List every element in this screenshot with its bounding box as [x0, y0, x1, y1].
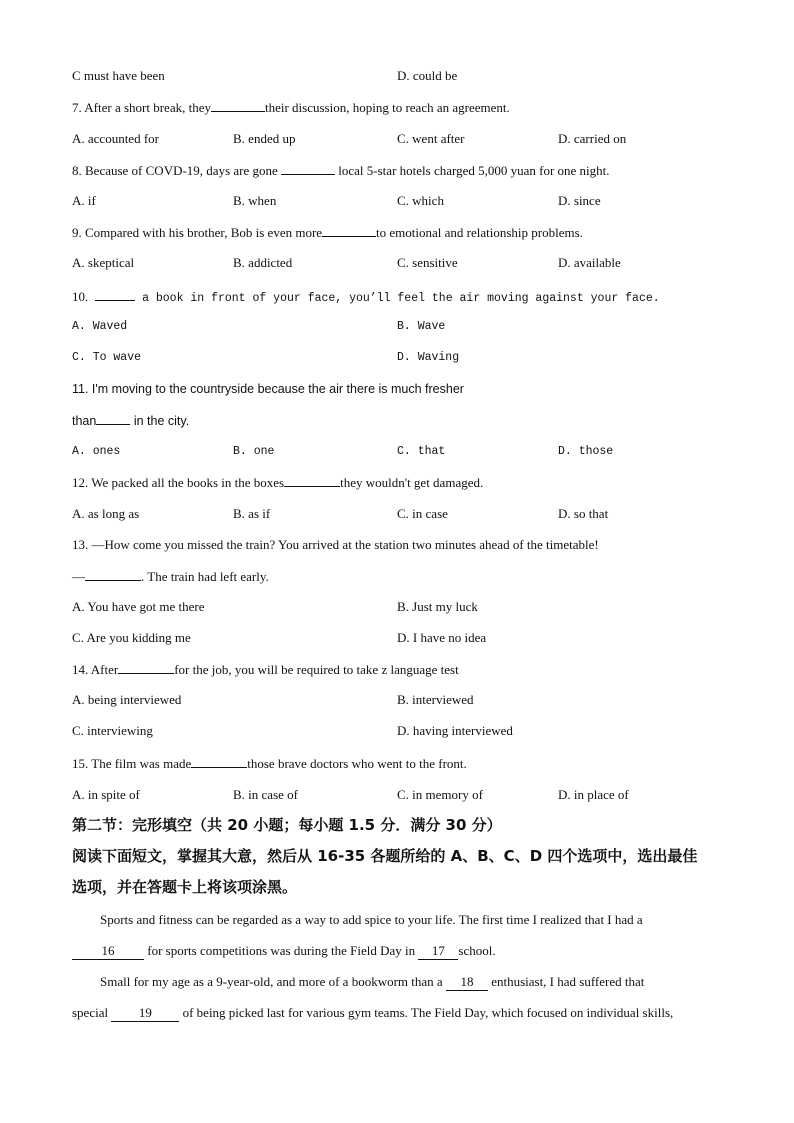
answer-blank [95, 288, 135, 301]
q7-stem-post: their discussion, hoping to reach an agreement. [264, 100, 510, 115]
q8-stem [72, 162, 610, 179]
blank-18: 18 [446, 974, 488, 991]
passage-p1-line1: Sports and fitness can be regarded as a way to add spice to your life. The first time I realized that I had a [100, 912, 643, 927]
q12-stem [72, 474, 483, 491]
q15-stem-post: those brave doctors who went to the front. [247, 756, 467, 771]
q14-stem [72, 661, 459, 678]
q10-number: 10. [72, 289, 89, 304]
blank-16: 16 [72, 943, 144, 960]
q11-stem-pre: than [72, 414, 97, 428]
q11-option-a: A. ones [72, 445, 121, 458]
q10-option-c: C. To wave [72, 351, 142, 364]
q9-stem-post: to emotional and relationship problems. [376, 225, 583, 240]
q8-option-a: A. if [72, 193, 96, 208]
answer-blank [211, 99, 265, 112]
q15-stem-pre: 15. The film was made [72, 756, 192, 771]
q7-option-c: C. went after [397, 131, 465, 146]
passage-p2-pre: Small for my age as a 9-year-old, and more of a bookworm than a [100, 974, 443, 989]
q8-stem-pre: 8. Because of COVD-19, days are gone [72, 163, 278, 178]
answer-blank [322, 224, 376, 237]
q10-option-d: D. Waving [397, 351, 460, 364]
answer-blank [85, 568, 141, 581]
q13-option-d: D. I have no idea [397, 630, 487, 645]
q12-option-b: B. as if [233, 506, 271, 521]
q6-option-d: D. could be [397, 68, 458, 83]
answer-blank [191, 755, 247, 768]
passage-p2-line2-post: of being picked last for various gym teams. The Field Day, which focused on individual skills, [182, 1005, 674, 1020]
q9-option-b: B. addicted [233, 255, 293, 270]
passage-p1-line2 [72, 943, 496, 960]
q10-option-a: A. Waved [72, 320, 128, 333]
answer-blank [118, 661, 174, 674]
q12-stem-post: they wouldn't get damaged. [340, 475, 484, 490]
answer-blank [284, 474, 340, 487]
q7-option-d: D. carried on [558, 131, 627, 146]
q12-stem-pre: 12. We packed all the books in the boxes [72, 475, 285, 490]
q12-option-a: A. as long as [72, 506, 140, 521]
q6-option-c: C must have been [72, 68, 165, 83]
section2-instructions-line1: 阅读下面短文，掌握其大意，然后从 16-35 各题所给的 A、B、C、D 四个选项中，选出最佳 [72, 847, 698, 865]
q10-stem [72, 288, 660, 307]
section2-title: 第二节：完形填空（共 20 小题；每小题 1.5 分．满分 30 分） [72, 816, 502, 834]
q9-stem-pre: 9. Compared with his brother, Bob is even more [72, 225, 323, 240]
section2-instructions-line2: 选项，并在答题卡上将该项涂黑。 [72, 878, 298, 896]
blank-17: 17 [418, 943, 458, 960]
q11-option-d: D. those [558, 445, 614, 458]
q14-stem-post: for the job, you will be required to take z language test [174, 662, 459, 677]
q14-stem-pre: 14. After [72, 662, 119, 677]
q11-stem-post: in the city. [133, 414, 190, 428]
q11-stem-line1: 11. I'm moving to the countryside because the air there is much fresher [72, 382, 464, 396]
q15-stem [72, 755, 467, 772]
q7-option-b: B. ended up [233, 131, 296, 146]
q13-stem-line1: 13. —How come you missed the train? You arrived at the station two minutes ahead of the timetable! [72, 537, 599, 552]
q7-stem-pre: 7. After a short break, they [72, 100, 211, 115]
q12-option-d: D. so that [558, 506, 609, 521]
q14-option-d: D. having interviewed [397, 723, 513, 738]
q7-stem [72, 99, 510, 116]
q9-option-c: C. sensitive [397, 255, 458, 270]
q8-option-c: C. which [397, 193, 444, 208]
q9-option-a: A. skeptical [72, 255, 135, 270]
q13-stem-post: . The train had left early. [141, 569, 269, 584]
q9-option-d: D. available [558, 255, 621, 270]
q10-stem-post: a book in front of your face, you’ll feel the air moving against your face. [142, 292, 660, 305]
q11-option-c: C. that [397, 445, 446, 458]
q13-dash: — [72, 569, 85, 584]
q8-stem-post: local 5-star hotels charged 5,000 yuan for one night. [338, 163, 610, 178]
q15-option-b: B. in case of [233, 787, 298, 802]
q11-stem-line2 [72, 412, 189, 429]
passage-p2-post: enthusiast, I had suffered that [491, 974, 645, 989]
q11-option-b: B. one [233, 445, 275, 458]
q7-option-a: A. accounted for [72, 131, 159, 146]
passage-p1-end: school. [458, 943, 496, 958]
q13-option-c: C. Are you kidding me [72, 630, 191, 645]
q9-stem [72, 224, 583, 241]
q13-option-a: A. You have got me there [72, 599, 205, 614]
passage-p2-line1 [100, 974, 644, 991]
q15-option-a: A. in spite of [72, 787, 140, 802]
q12-option-c: C. in case [397, 506, 448, 521]
q13-option-b: B. Just my luck [397, 599, 478, 614]
answer-blank [96, 412, 130, 425]
q10-option-b: B. Wave [397, 320, 446, 333]
q8-option-d: D. since [558, 193, 601, 208]
q13-stem-line2 [72, 568, 269, 585]
q14-option-a: A. being interviewed [72, 692, 182, 707]
q14-option-c: C. interviewing [72, 723, 153, 738]
passage-p2-line2-pre: special [72, 1005, 109, 1020]
q15-option-c: C. in memory of [397, 787, 483, 802]
blank-19: 19 [111, 1005, 179, 1022]
q15-option-d: D. in place of [558, 787, 629, 802]
passage-p2-line2 [72, 1005, 673, 1022]
passage-p1-mid: for sports competitions was during the Field Day in [147, 943, 416, 958]
q8-option-b: B. when [233, 193, 277, 208]
q14-option-b: B. interviewed [397, 692, 474, 707]
answer-blank [281, 162, 335, 175]
